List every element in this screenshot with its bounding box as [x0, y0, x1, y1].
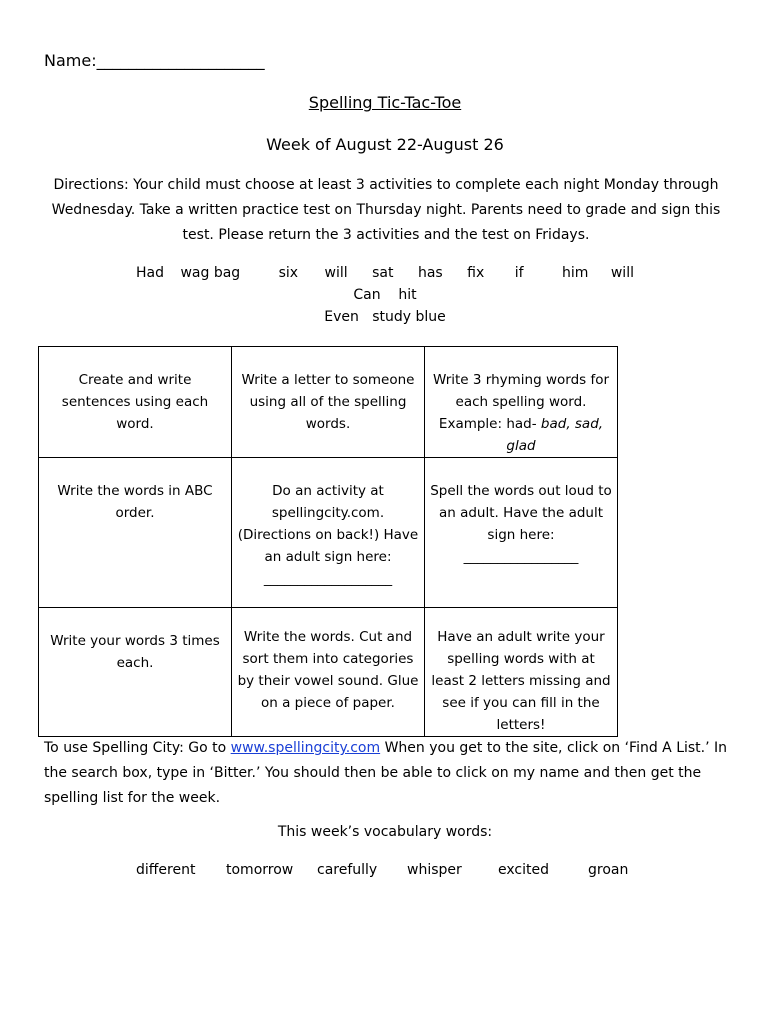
vocabulary-word: different — [136, 862, 196, 878]
grid-row — [39, 347, 618, 458]
grid-cell-vowel-sort: Write the words. Cut and sort them into categories by their vowel sound. Glue on a piece of paper. — [232, 608, 425, 737]
vocabulary-word: whisper — [407, 862, 462, 878]
spelling-city-steps: When you get to the site, click on ‘Find A List.’ In the search box, type in ‘Bitter.’ You should then be able to click on my name and then get the spelling list for the week. — [44, 740, 728, 806]
spellingcity-link[interactable]: www.spellingcity.com — [230, 740, 381, 756]
week-subtitle: Week of August 22-August 26 — [266, 135, 504, 154]
spelling-word: has — [417, 265, 443, 281]
grid-cell-three-times: Write your words 3 times each. — [39, 608, 232, 737]
vocabulary-word: tomorrow — [226, 862, 294, 878]
grid-row — [39, 458, 618, 608]
spelling-word: six — [278, 265, 299, 281]
spelling-word: if — [514, 265, 524, 281]
spelling-city-intro: To use Spelling City: Go to — [44, 740, 231, 756]
vocabulary-word: excited — [498, 862, 549, 878]
rhyming-example: bad, sad, glad — [506, 416, 604, 454]
spelling-word: will — [324, 265, 348, 281]
spelling-word: Had — [136, 265, 164, 281]
grid-cell-sentences: Create and write sentences using each word. — [39, 347, 232, 458]
grid-cell-spellingcity: Do an activity at spellingcity.com. (Directions on back!) Have an adult sign here: ___________________ — [232, 458, 425, 608]
grid-cell-spell-aloud: Spell the words out loud to an adult. Have the adult sign here: _________________ — [425, 458, 618, 608]
spelling-words-row-2: Can hit — [353, 287, 417, 303]
grid-cell-missing-letters: Have an adult write your spelling words with at least 2 letters missing and see if you can fill in the letters! — [425, 608, 618, 737]
spelling-words-row-1 — [0, 262, 770, 284]
directions-text: Directions: Your child must choose at least 3 activities to complete each night Monday through Wednesday. Take a written practice test on Thursday night. Parents need to grade and sign this test. Please return the 3 activities and the test on Fridays. — [51, 177, 721, 243]
vocabulary-word: carefully — [317, 862, 378, 878]
spelling-word: wag bag — [180, 265, 241, 281]
spelling-word: will — [610, 265, 634, 281]
spelling-words-row-3: Even study blue — [324, 309, 446, 325]
grid-row — [39, 608, 618, 737]
grid-cell-abc-order: Write the words in ABC order. — [39, 458, 232, 608]
spelling-word: sat — [372, 265, 394, 281]
vocabulary-heading: This week’s vocabulary words: — [277, 824, 493, 840]
rhyming-instruction: Write 3 rhyming words for each spelling word. Example: had- — [432, 372, 610, 432]
name-field-label: Name:_____________________ — [44, 51, 265, 70]
grid-cell-letter: Write a letter to someone using all of the spelling words. — [232, 347, 425, 458]
grid-cell-rhyming — [425, 347, 618, 458]
spelling-word: fix — [467, 265, 485, 281]
tic-tac-toe-grid — [38, 346, 618, 737]
page-title: Spelling Tic-Tac-Toe — [308, 93, 462, 112]
spelling-city-instructions — [44, 736, 734, 811]
spelling-word: him — [562, 265, 589, 281]
vocabulary-word: groan — [588, 862, 629, 878]
spelling-words — [0, 262, 770, 328]
